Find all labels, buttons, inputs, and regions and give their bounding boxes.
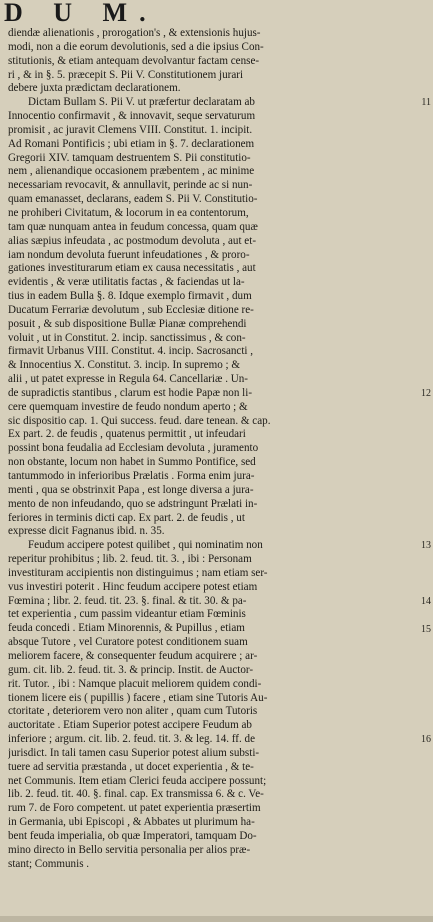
text-line: feriores in terminis dicti cap. Ex part. 2. de feudis , ut (8, 511, 245, 524)
text-line: nem , alienandique occasionem præbentem , ac minime (8, 165, 255, 178)
text-line: jurisdict. In tali tamen casu Superior potest alium substi- (8, 746, 260, 759)
margin-paragraph-number: 12 (421, 388, 431, 400)
text-line: promisit , ac juravit Clemens VIII. Constitut. 1. incipit. (8, 123, 253, 136)
text-line: tet experientia , cum passim videantur etiam Fœminis (8, 608, 246, 621)
text-line: modi, non a die eorum devolutionis, sed a die ipsius Con- (8, 40, 264, 53)
text-line: tantummodo in inferioribus Prælatis . Forma enim jura- (8, 470, 255, 482)
text-line: absque Tutore , vel Curatore potest conditionem suam (8, 636, 248, 649)
text-line: tam quæ nunquam antea in feudum concessa, quam quæ (8, 220, 258, 233)
text-line: inferiore ; argum. cit. lib. 2. feud. tit. 3. & leg. 14. ff. de (8, 733, 255, 746)
text-line: Dictam Bullam S. Pii V. ut præfertur declaratam ab (28, 96, 255, 109)
text-line: rum 7. de Foro competent. ut patet experientia præsertim (8, 802, 261, 815)
text-line: reperitur prohibitus ; lib. 2. feud. tit. 3. , ibi : Personam (8, 553, 252, 566)
text-line: mento de non infeudando, quo se adstringunt Prælati in- (8, 497, 258, 510)
text-line: vus investiri poterit . Hinc feudum accipere potest etiam (8, 580, 258, 593)
text-line: feuda concedi . Etiam Minorennis, & Pupillus , etiam (8, 622, 245, 635)
text-line: bent feuda imperialia, ob quæ Imperatori, tamquam Do- (8, 829, 257, 842)
text-line: de supradictis stantibus , clarum est hodie Papæ non li- (8, 386, 253, 399)
text-line: voluit , ut in Constitut. 2. incip. sanctissimus , & con- (8, 331, 246, 344)
text-line: stant; Communis . (8, 857, 90, 870)
text-line: iam nondum devoluta fuerunt infeudationes , & proro- (8, 248, 250, 261)
text-line: in Germania, ubi Episcopi , & Abbates ut plurimum ha- (8, 816, 255, 829)
text-line: Feudum accipere potest quilibet , qui nominatim non (28, 539, 263, 552)
text-line: rit. Tutor. , ibi : Namque placuit meliorem quidem condi- (8, 677, 262, 690)
text-line: meliorem facere, & consequenter feudum acquirere ; ar- (8, 649, 258, 662)
text-line: alii , ut patet expresse in Regula 64. Cancellariæ . Un- (8, 373, 248, 386)
text-line: firmavit Urbanus VIII. Constitut. 4. incip. Sacrosancti , (8, 345, 254, 358)
text-line: evidentis , & veræ utilitatis factas , & faciendas ut la- (8, 276, 245, 289)
text-line: gum. cit. lib. 2. feud. tit. 3. & princip. Instit. de Auctor- (8, 663, 254, 676)
text-line: posuit , & sub dispositione Bullæ Pianæ comprehendi (8, 317, 247, 330)
text-line: ne prohiberi Civitatum, & locorum in ea contentorum, (8, 206, 249, 219)
margin-paragraph-number: 15 (421, 623, 431, 635)
text-line: ri , & in §. 5. præcepit S. Pii V. Constitutionem jurari (8, 68, 244, 81)
text-line: possint bona feudalia ad Ecclesiam devoluta , juramento (8, 442, 259, 455)
text-line: tius in eadem Bulla §. 8. Idque exemplo firmavit , dum (8, 290, 252, 303)
page-body (8, 27, 412, 871)
text-line: gationes investiturarum etiam ex causa necessitatis , aut (8, 262, 256, 275)
running-head: D U M. (4, 0, 158, 27)
text-line: & Innocentius X. Constitut. 3. incip. In supremo ; & (8, 359, 241, 372)
text-line: net Communis. Item etiam Clerici feuda accipere possunt; (8, 774, 267, 787)
text-line: mino directo in Bello servitia personalia per alios præ- (8, 843, 251, 856)
text-line: menti , qua se obstrinxit Papa , est longe diversa a jura- (8, 483, 254, 496)
text-line: lib. 2. feud. tit. 40. §. final. cap. Ex transmissa 6. & c. Ve- (8, 788, 264, 801)
text-line: investituram accipientis non distinguimus ; nam etiam ser- (8, 566, 268, 579)
text-line: Ducatum Ferrariæ devolutum , sub Ecclesiæ ditione re- (8, 303, 254, 316)
text-line: Ad Romani Pontificis ; ubi etiam in §. 7. declarationem (8, 137, 255, 150)
text-line: Gregorii XIV. tamquam destruentem S. Pii constitutio- (8, 151, 251, 164)
text-line: necessariam revocavit, & annullavit, perinde ac si nun- (8, 179, 253, 192)
text-line: expresse dicit Fagnanus ibid. n. 35. (8, 525, 165, 538)
text-line: diendæ alienationis , prorogation's , & extensionis hujus- (8, 27, 261, 39)
page-bottom-edge (0, 916, 433, 922)
text-line: auctoritate . Etiam Superior potest accipere Feudum ab (8, 719, 252, 732)
margin-paragraph-number: 11 (421, 97, 431, 109)
text-line: tuere ad servitia præstanda , ut docet experientia , & te- (8, 760, 254, 773)
text-line: non obstante, locum non habet in Summo Pontifice, sed (8, 456, 256, 469)
text-line: ctoritate , deteriorem vero non aliter , quam cum Tutoris (8, 705, 258, 718)
text-line: sic dispositio cap. 1. Qui success. feud. dare tenean. & cap. (8, 414, 271, 427)
margin-paragraph-number: 16 (421, 734, 431, 746)
text-line: alias sæpius infeudata , ac postmodum devoluta , aut et- (8, 234, 257, 247)
margin-paragraph-number: 14 (421, 595, 431, 607)
text-line: debere juxta prædictam declarationem. (8, 82, 181, 95)
margin-paragraph-number: 13 (421, 540, 431, 552)
text-line: stitutionis, & etiam antequam devolvantur factam cense- (8, 54, 260, 67)
text-line: Innocentio confirmavit , & innovavit, seque servaturum (8, 110, 256, 123)
text-line: tionem licere eis ( pupillis ) facere , etiam sine Tutoris Au- (8, 691, 268, 704)
text-line: Fœmina ; libr. 2. feud. tit. 23. §. final. & tit. 30. & pa- (8, 594, 247, 607)
text-line: quam emanasset, declarans, eadem S. Pii V. Constitutio- (8, 193, 258, 206)
text-line: Ex part. 2. de feudis , quatenus permittit , ut infeudari (8, 428, 246, 441)
text-line: cere quemquam investire de feudo nondum aperto ; & (8, 400, 248, 413)
